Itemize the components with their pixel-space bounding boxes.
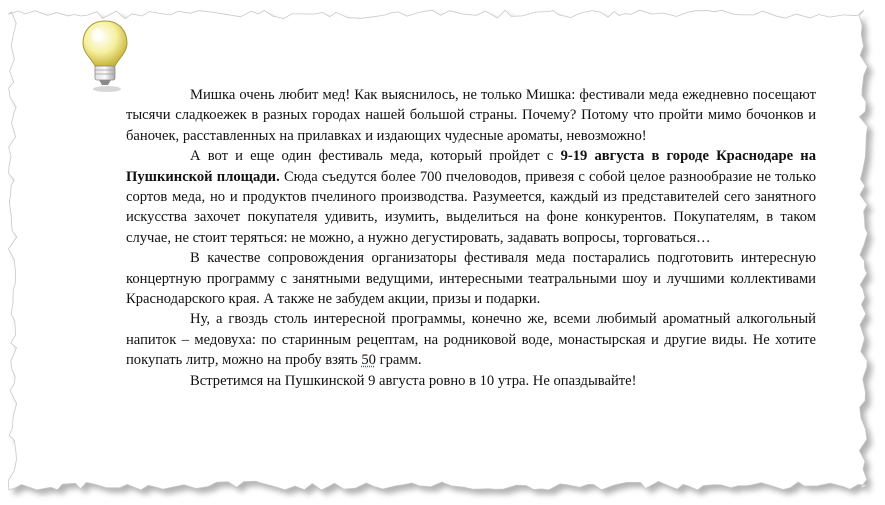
festival-dates-location: 9-19 августа в городе Краснодаре на Пушкинской площади. [126,148,816,185]
lightbulb-icon [80,18,130,93]
paragraph-5: Встретимся на Пушкинской 9 августа ровно в 10 утра. Не опаздывайте! [190,372,637,389]
paragraph-2-start: А вот и еще один фестиваль меда, который пройдет с [190,148,561,165]
paragraph-2 [126,146,816,248]
paragraph-4-start: Ну, а гвоздь столь интересной программы, конечно же, всеми любимый ароматный алкогольный напиток – медовуха: по старинным рецептам, на родниковой воде, монастырская и другие виды. Не хотите покупать литр, можно на пробу взять [126,311,816,369]
amount-50: 50 [361,352,376,369]
article-text [126,85,816,391]
paragraph-1: Мишка очень любит мед! Как выяснилось, не только Мишка: фестивали меда ежедневно посещают тысячи сладкоежек в разных городах нашей большой страны. Почему? Потому что пройти мимо бочонков и баночек, расставленных на прилавках и издающих чудесные ароматы, невозможно! [126,87,816,144]
paragraph-4 [126,309,816,370]
paragraph-2-rest: Сюда съедутся более 700 пчеловодов, привезя с собой целое разнообразие не только сортов меда, но и продуктов пчелиного производства. Разумеется, каждый из представителей сего занятного искусства захочет покупателя удивить, изумить, выделиться на фоне конкурентов. Покупателям, в таком случае, не стоит теряться: не можно, а нужно дегустировать, задавать вопросы, торговаться… [126,168,816,246]
paragraph-4-end: грамм. [375,352,422,369]
paragraph-3: В качестве сопровождения организаторы фестиваля меда постарались подготовить интересную концертную программу с занятными ведущими, интересными театральными шоу и лучшими коллективами Краснодарского края. А также не забудем акции, призы и подарки. [126,250,816,308]
